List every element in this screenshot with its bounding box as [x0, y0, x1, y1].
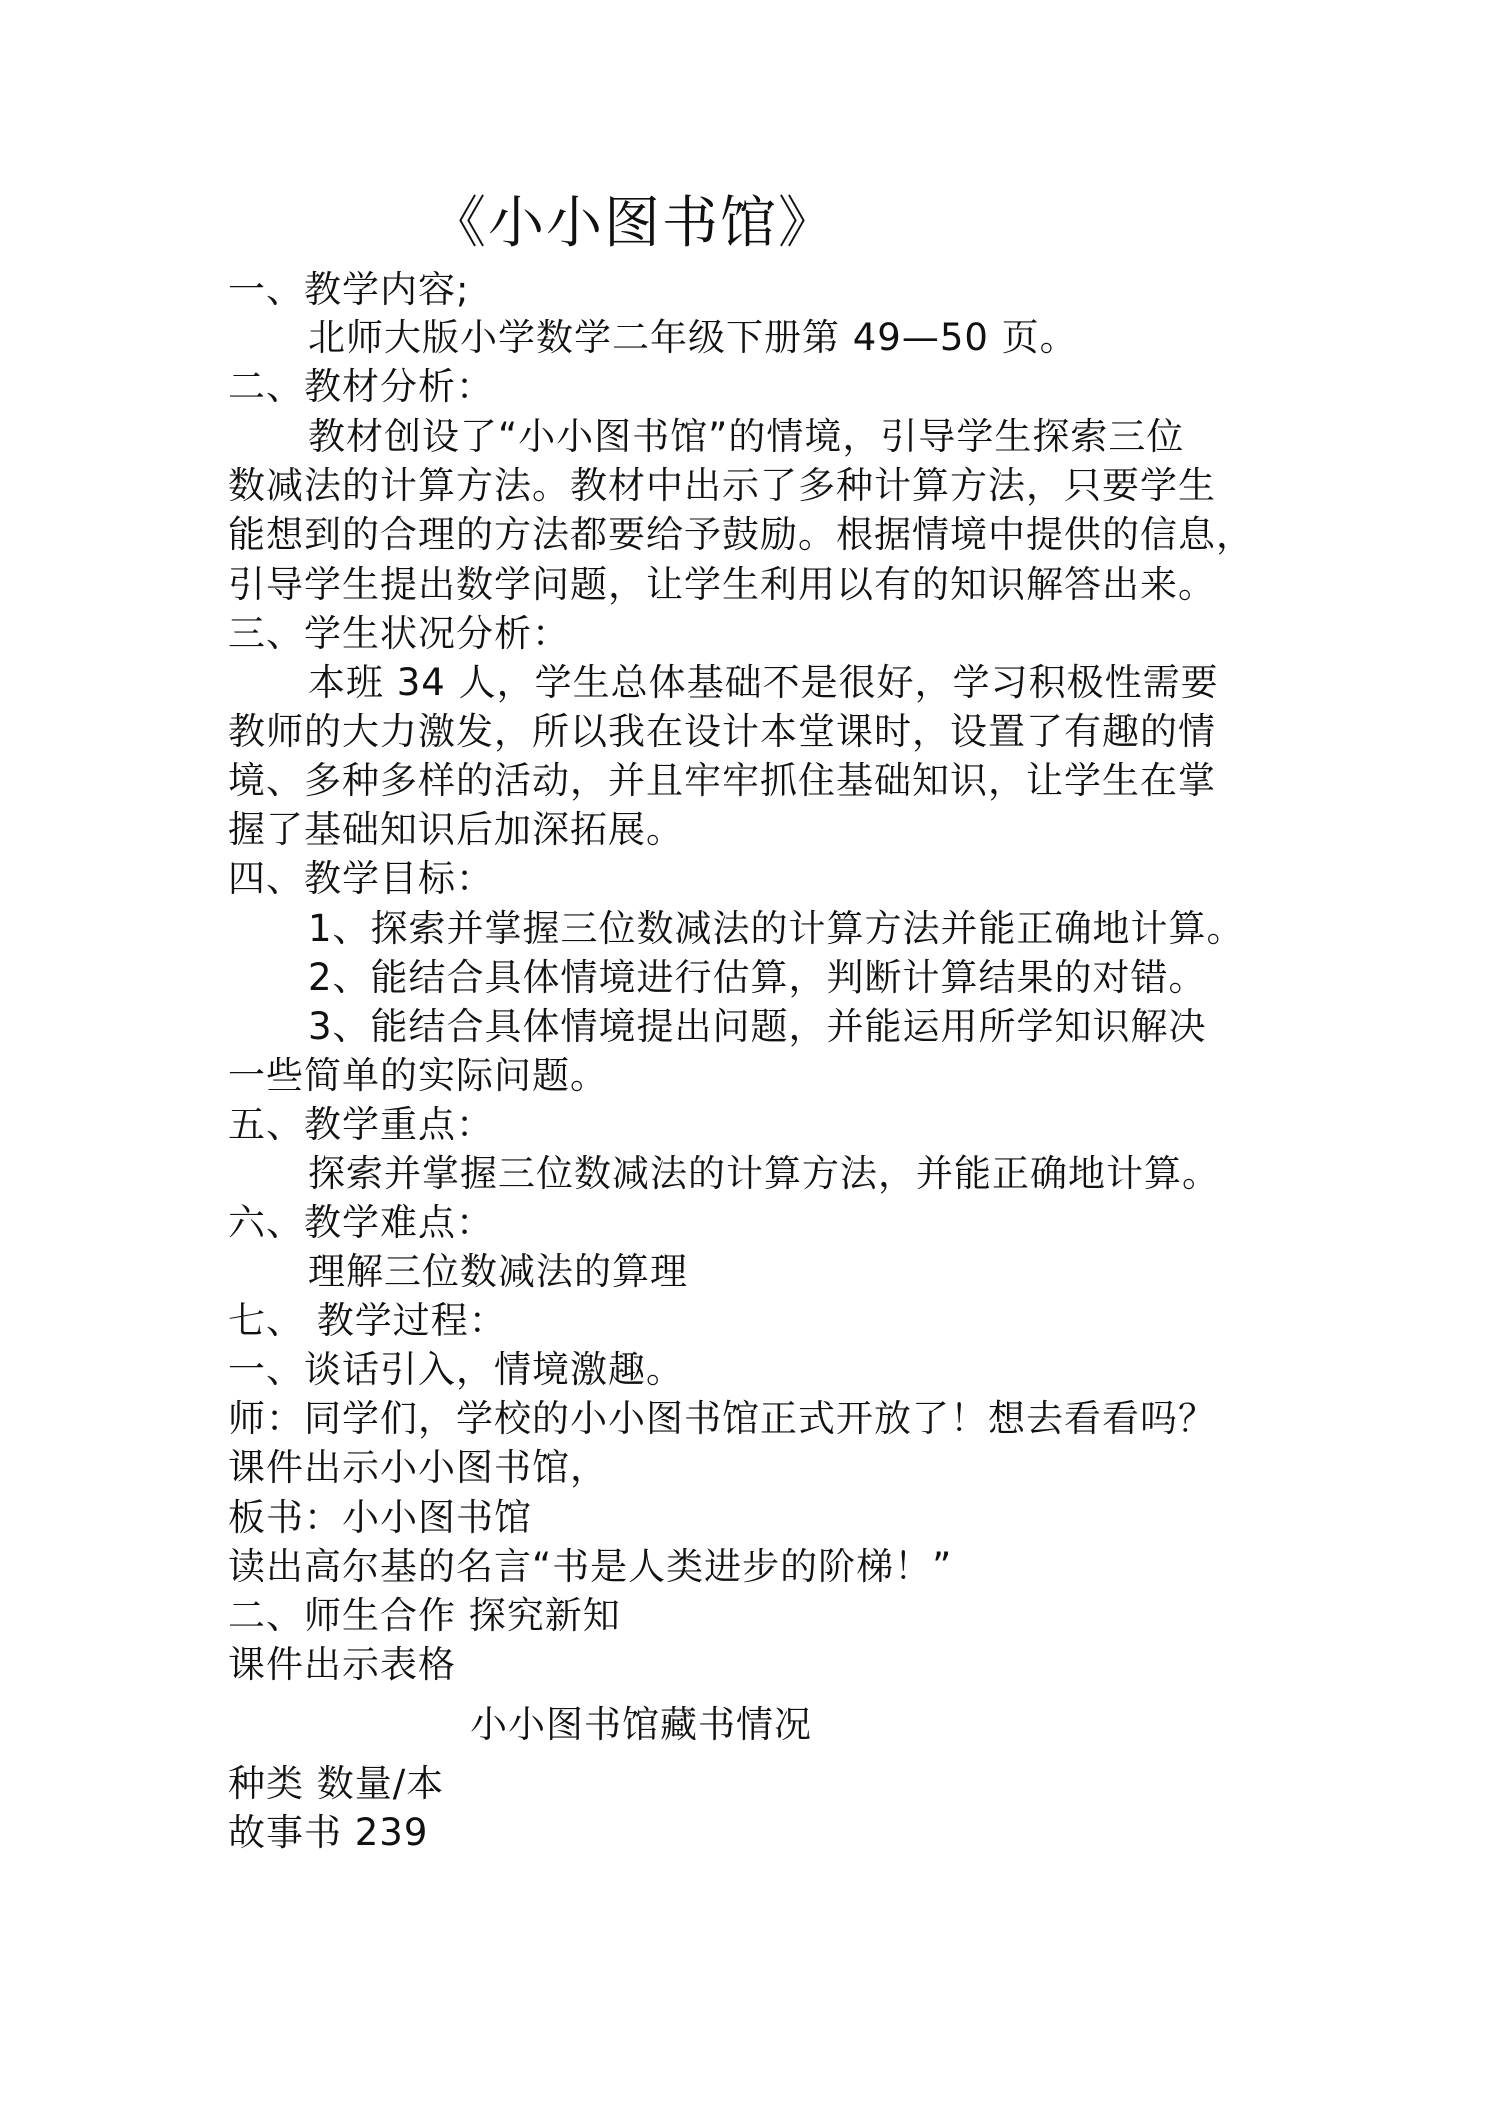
section-heading-difficulties: 六、教学难点： [228, 1201, 494, 1244]
objective-item: 1、探索并掌握三位数减法的计算方法并能正确地计算。 [308, 907, 1245, 950]
process-step-heading: 二、师生合作 探究新知 [228, 1594, 621, 1637]
table-caption: 小小图书馆藏书情况 [470, 1703, 812, 1746]
paragraph-line: 数减法的计算方法。教材中出示了多种计算方法，只要学生 [228, 464, 1216, 507]
paragraph-line: 理解三位数减法的算理 [308, 1250, 688, 1293]
paragraph-line: 探索并掌握三位数减法的计算方法，并能正确地计算。 [308, 1152, 1220, 1195]
table-row: 故事书 239 [228, 1811, 429, 1854]
paragraph-line: 能想到的合理的方法都要给予鼓励。根据情境中提供的信息， [228, 513, 1254, 556]
paragraph-line: 握了基础知识后加深拓展。 [228, 808, 684, 851]
paragraph-line: 师：同学们，学校的小小图书馆正式开放了！想去看看吗？ [228, 1397, 1216, 1440]
paragraph-line: 课件出示表格 [228, 1643, 456, 1686]
document-title: 《小小图书馆》 [430, 191, 836, 256]
section-heading-key-points: 五、教学重点： [228, 1103, 494, 1146]
section-heading-content: 一、教学内容; [228, 268, 470, 311]
paragraph-line: 课件出示小小图书馆， [228, 1446, 608, 1489]
paragraph-line: 板书：小小图书馆 [228, 1496, 532, 1539]
objective-item: 2、能结合具体情境进行估算，判断计算结果的对错。 [308, 956, 1207, 999]
process-step-heading: 一、谈话引入，情境激趣。 [228, 1348, 684, 1391]
paragraph-line: 教材创设了“小小图书馆”的情境，引导学生探索三位 [308, 415, 1185, 458]
paragraph-line: 境、多种多样的活动，并且牢牢抓住基础知识，让学生在掌 [228, 759, 1216, 802]
section-heading-students: 三、学生状况分析： [228, 612, 570, 655]
paragraph-line: 本班 34 人，学生总体基础不是很好，学习积极性需要 [308, 661, 1219, 704]
paragraph-line: 读出高尔基的名言“书是人类进步的阶梯！” [228, 1545, 953, 1588]
paragraph-line: 一些简单的实际问题。 [228, 1054, 608, 1097]
paragraph-line: 北师大版小学数学二年级下册第 49—50 页。 [308, 316, 1078, 359]
section-heading-objectives: 四、教学目标： [228, 857, 494, 900]
paragraph-line: 引导学生提出数学问题，让学生利用以有的知识解答出来。 [228, 563, 1216, 606]
table-header-row: 种类 数量/本 [228, 1762, 445, 1805]
section-heading-analysis: 二、教材分析： [228, 365, 494, 408]
paragraph-line: 教师的大力激发，所以我在设计本堂课时，设置了有趣的情 [228, 710, 1216, 753]
section-heading-process: 七、 教学过程： [228, 1299, 507, 1342]
objective-item: 3、能结合具体情境提出问题，并能运用所学知识解决 [308, 1005, 1207, 1048]
